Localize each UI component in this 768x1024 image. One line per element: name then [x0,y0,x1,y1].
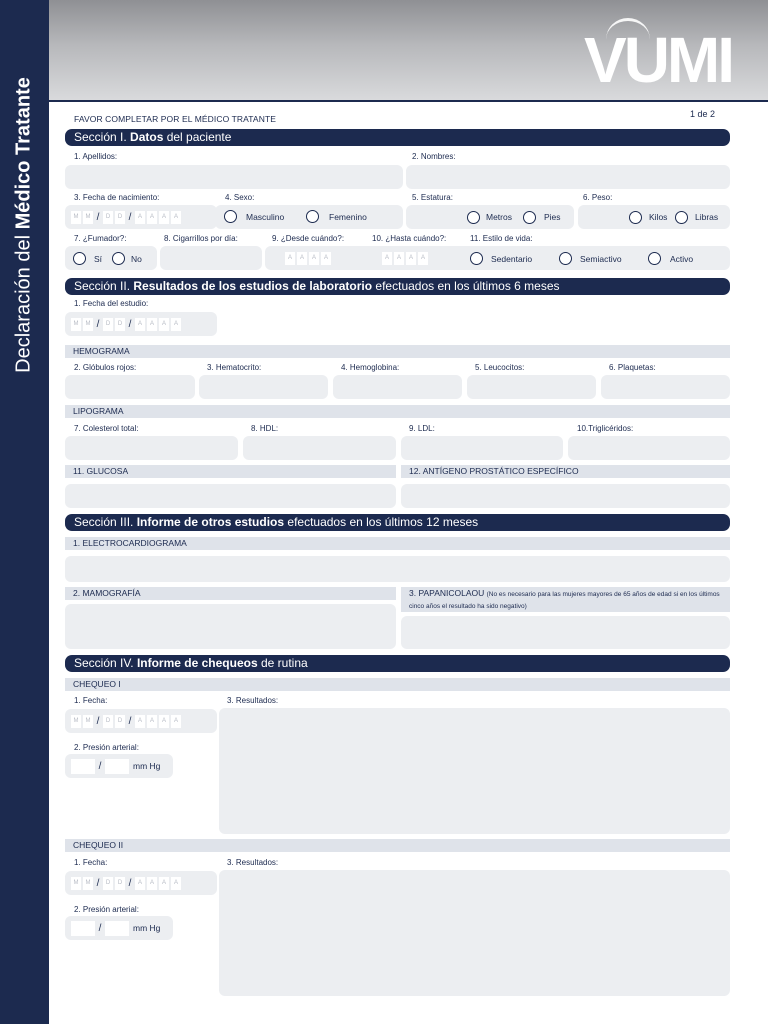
chequeo-2-resultados-field[interactable] [219,870,730,996]
papanicolaou-note: (No es necesario para las mujeres mayores de 65 años de edad si en los últimos cinco años el resultado ha sido negativo) [409,591,720,610]
fecha-estudio-label: 1. Fecha del estudio: [74,299,149,308]
hematocrito-field[interactable] [199,375,328,399]
year-cell: A [135,715,145,728]
globulos-rojos-label: 2. Glóbulos rojos: [74,363,137,372]
day-cell: D [115,211,125,224]
header-divider [49,100,768,102]
sidebar [0,0,49,1024]
libras-label: Libras [695,212,719,222]
diastolic-input[interactable] [105,921,129,936]
year-cell: A [171,877,181,890]
year-cell: A [135,877,145,890]
leucocitos-label: 5. Leucocitos: [475,363,525,372]
sidebar-title-bold: Médico Tratante [12,77,35,230]
pies-label: Pies [544,212,561,222]
fecha-nacimiento-field[interactable] [65,205,217,229]
chequeo-1-band: CHEQUEO I [65,678,730,691]
date-separator: / [128,877,132,889]
antigeno-field[interactable] [401,484,730,508]
metros-label: Metros [486,212,512,222]
chequeo-1-resultados-label: 3. Resultados: [227,696,279,705]
year-cell: A [147,715,157,728]
masculino-label: Masculino [246,212,285,222]
day-cell: D [115,318,125,331]
nombres-field[interactable] [406,165,730,189]
year-cell: A [147,318,157,331]
si-label: Sí [94,254,103,264]
hemograma-band: HEMOGRAMA [65,345,730,358]
globulos-rojos-field[interactable] [65,375,195,399]
kilos-radio[interactable] [629,211,642,224]
sedentario-label: Sedentario [491,254,533,264]
bp-separator: / [98,922,102,934]
month-cell: M [71,877,81,890]
sexo-label: 4. Sexo: [225,193,255,202]
date-separator: / [96,318,100,330]
year-cell: A [321,252,331,265]
chequeo-2-fecha-field[interactable] [65,871,217,895]
year-cell: A [418,252,428,265]
day-cell: D [103,211,113,224]
hdl-label: 8. HDL: [251,424,279,433]
sidebar-title-normal: Declaración del [12,229,35,373]
year-cell: A [159,715,169,728]
year-cell: A [159,211,169,224]
chequeo-2-fecha-label: 1. Fecha: [74,858,108,867]
diastolic-input[interactable] [105,759,129,774]
date-separator: / [128,211,132,223]
day-cell: D [115,715,125,728]
page-number: 1 de 2 [690,109,716,119]
logo-swirl-icon [606,18,650,61]
month-cell: M [83,318,93,331]
month-cell: M [71,715,81,728]
semiactivo-radio[interactable] [559,252,572,265]
electrocardiograma-band: 1. ELECTROCARDIOGRAMA [65,537,730,550]
chequeo-1-fecha-field[interactable] [65,709,217,733]
cigarrillos-label: 8. Cigarrillos por día: [164,234,238,243]
lipograma-band: LIPOGRAMA [65,405,730,418]
section-1-header: Sección I. Datos del paciente [65,129,730,146]
ldl-label: 9. LDL: [409,424,435,433]
no-label: No [131,254,142,264]
estatura-label: 5. Estatura: [412,193,453,202]
chequeo-1-fecha-label: 1. Fecha: [74,696,108,705]
year-cell: A [147,877,157,890]
bp-unit: mm Hg [133,761,161,771]
libras-radio[interactable] [675,211,688,224]
section-4-header: Sección IV. Informe de chequeos de rutina [65,655,730,672]
plaquetas-label: 6. Plaquetas: [609,363,656,372]
desde-field[interactable] [265,246,380,270]
estilo-vida-label: 11. Estilo de vida: [470,234,533,243]
colesterol-field[interactable] [65,436,238,460]
hemoglobina-label: 4. Hemoglobina: [341,363,400,372]
year-cell: A [171,715,181,728]
fumador-label: 7. ¿Fumador?: [74,234,127,243]
glucosa-band: 11. GLUCOSA [65,465,396,478]
day-cell: D [103,877,113,890]
papanicolaou-label: 3. PAPANICOLAOU [409,588,485,598]
chequeo-2-presion-label: 2. Presión arterial: [74,905,139,914]
ldl-field[interactable] [401,436,563,460]
fecha-estudio-field[interactable] [65,312,217,336]
header-banner [49,0,768,100]
pies-radio[interactable] [523,211,536,224]
year-cell: A [135,211,145,224]
date-separator: / [128,318,132,330]
kilos-label: Kilos [649,212,668,222]
fecha-nacimiento-label: 3. Fecha de nacimiento: [74,193,160,202]
nombres-label: 2. Nombres: [412,152,456,161]
chequeo-2-band: CHEQUEO II [65,839,730,852]
section-2-header: Sección II. Resultados de los estudios de laboratorio efectuados en los últimos 6 meses [65,278,730,295]
sedentario-radio[interactable] [470,252,483,265]
chequeo-2-resultados-label: 3. Resultados: [227,858,279,867]
papanicolaou-band [401,587,730,612]
date-separator: / [96,715,100,727]
no-radio[interactable] [112,252,125,265]
chequeo-1-resultados-field[interactable] [219,708,730,834]
peso-label: 6. Peso: [583,193,613,202]
section-3-header: Sección III. Informe de otros estudios efectuados en los últimos 12 meses [65,514,730,531]
year-cell: A [147,211,157,224]
year-cell: A [159,877,169,890]
year-cell: A [285,252,295,265]
papanicolaou-field[interactable] [401,616,730,649]
electrocardiograma-field[interactable] [65,556,730,582]
trigliceridos-label: 10.Triglicéridos: [577,424,634,433]
systolic-input[interactable] [71,921,95,936]
femenino-label: Femenino [329,212,367,222]
antigeno-band: 12. ANTÍGENO PROSTÁTICO ESPECÍFICO [401,465,730,478]
month-cell: M [83,211,93,224]
activo-label: Activo [670,254,694,264]
year-cell: A [171,211,181,224]
masculino-radio[interactable] [224,210,237,223]
chequeo-1-presion-label: 2. Presión arterial: [74,743,139,752]
vumi-logo: VUMI [584,24,732,96]
desde-label: 9. ¿Desde cuándo?: [272,234,345,243]
metros-radio[interactable] [467,211,480,224]
year-cell: A [171,318,181,331]
bp-unit: mm Hg [133,923,161,933]
apellidos-field[interactable] [65,165,403,189]
day-cell: D [103,318,113,331]
plaquetas-field[interactable] [601,375,730,399]
activo-radio[interactable] [648,252,661,265]
hdl-field[interactable] [243,436,396,460]
month-cell: M [83,715,93,728]
year-cell: A [406,252,416,265]
month-cell: M [71,318,81,331]
hematocrito-label: 3. Hematocrito: [207,363,262,372]
bp-separator: / [98,760,102,772]
trigliceridos-field[interactable] [568,436,730,460]
systolic-input[interactable] [71,759,95,774]
apellidos-label: 1. Apellidos: [74,152,118,161]
mamografia-band: 2. MAMOGRAFÍA [65,587,396,600]
hasta-label: 10. ¿Hasta cuándo?: [372,234,447,243]
colesterol-label: 7. Colesterol total: [74,424,139,433]
date-separator: / [96,211,100,223]
day-cell: D [103,715,113,728]
day-cell: D [115,877,125,890]
hemoglobina-field[interactable] [333,375,462,399]
year-cell: A [382,252,392,265]
date-separator: / [128,715,132,727]
year-cell: A [135,318,145,331]
glucosa-field[interactable] [65,484,396,508]
chequeo-2-presion-field[interactable] [65,916,173,940]
chequeo-1-presion-field[interactable] [65,754,173,778]
sidebar-title [0,0,49,1024]
month-cell: M [71,211,81,224]
mamografia-field[interactable] [65,604,396,649]
femenino-radio[interactable] [306,210,319,223]
month-cell: M [83,877,93,890]
year-cell: A [297,252,307,265]
cigarrillos-field[interactable] [160,246,262,270]
year-cell: A [394,252,404,265]
hasta-field[interactable] [364,246,475,270]
year-cell: A [159,318,169,331]
leucocitos-field[interactable] [467,375,596,399]
date-separator: / [96,877,100,889]
year-cell: A [309,252,319,265]
instruction-text: FAVOR COMPLETAR POR EL MÉDICO TRATANTE [74,114,277,124]
semiactivo-label: Semiactivo [580,254,622,264]
si-radio[interactable] [73,252,86,265]
